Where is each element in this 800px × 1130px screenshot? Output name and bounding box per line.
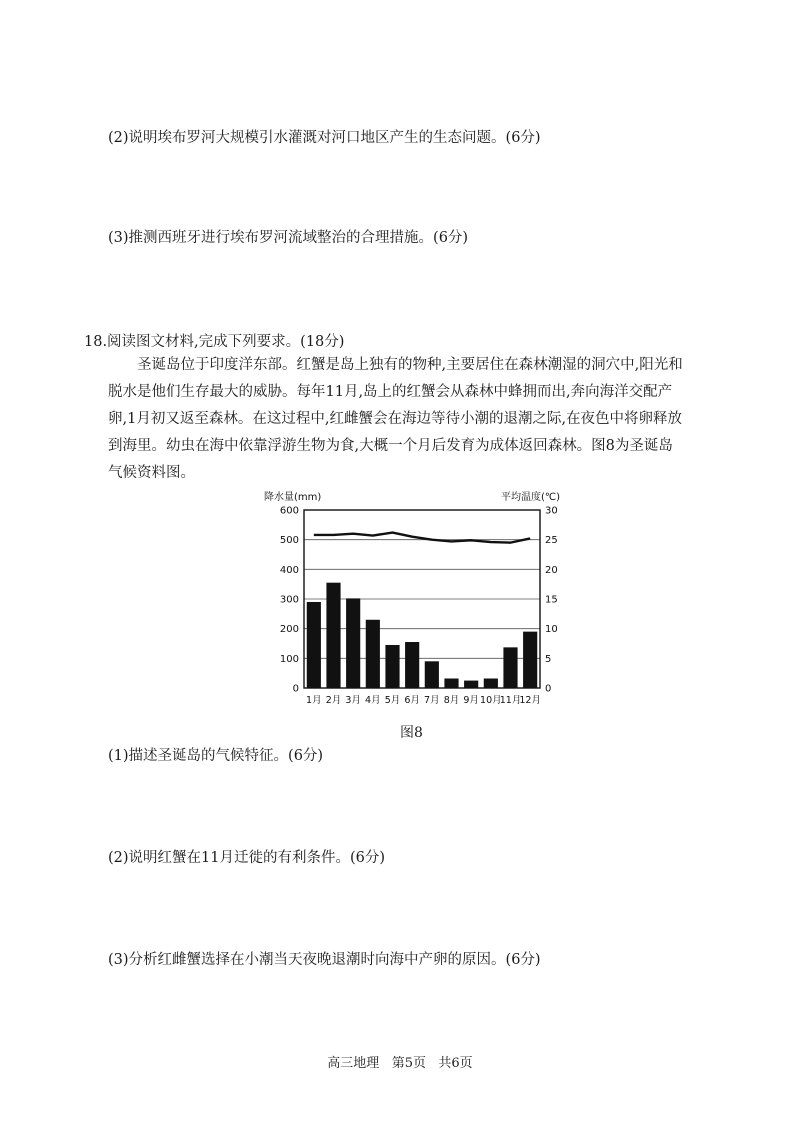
y-tick-right: 0 bbox=[545, 683, 552, 695]
precip-bar bbox=[326, 583, 340, 688]
precip-bar bbox=[366, 620, 380, 688]
precip-bar bbox=[425, 661, 439, 688]
precip-bar bbox=[464, 681, 478, 688]
material-line: 到海里。幼虫在海中依靠浮游生物为食,大概一个月后发育为成体返回森林。图8为圣诞岛 bbox=[108, 438, 673, 454]
question-17-3: (3)推测西班牙进行埃布罗河流域整治的合理措施。(6分) bbox=[108, 230, 469, 246]
material-line: 脱水是他们生存最大的威胁。每年11月,岛上的红蟹会从森林中蜂拥而出,奔向海洋交配产 bbox=[108, 384, 673, 400]
y-tick-right: 30 bbox=[545, 505, 558, 517]
precip-bar bbox=[385, 645, 399, 688]
question-18-1: (1)描述圣诞岛的气候特征。(6分) bbox=[108, 748, 324, 764]
x-tick-label: 7月 bbox=[424, 695, 440, 706]
question-18-3: (3)分析红雌蟹选择在小潮当天夜晚退潮时向海中产卵的原因。(6分) bbox=[108, 952, 541, 968]
y-tick-right: 10 bbox=[545, 624, 558, 636]
x-tick-label: 3月 bbox=[345, 695, 361, 706]
y-axis-label-right: 平均温度(℃) bbox=[500, 492, 560, 503]
precip-bar bbox=[405, 642, 419, 688]
x-tick-label: 4月 bbox=[365, 695, 381, 706]
precip-bar bbox=[444, 679, 458, 688]
question-18-2: (2)说明红蟹在11月迁徙的有利条件。(6分) bbox=[108, 850, 386, 866]
x-tick-label: 11月 bbox=[499, 695, 522, 706]
precip-bar bbox=[346, 598, 360, 688]
material-line: 气候资料图。 bbox=[108, 465, 195, 481]
y-tick-left: 200 bbox=[279, 624, 299, 636]
x-tick-label: 8月 bbox=[443, 695, 460, 706]
y-tick-left: 400 bbox=[279, 564, 299, 576]
footer-total: 共6页 bbox=[438, 1056, 473, 1071]
precip-bar bbox=[484, 679, 498, 688]
temperature-line bbox=[314, 533, 530, 543]
material-line: 圣诞岛位于印度洋东部。红蟹是岛上独有的物种,主要居住在森林潮湿的洞穴中,阳光和 bbox=[137, 357, 683, 373]
y-tick-left: 0 bbox=[292, 683, 299, 695]
x-tick-label: 1月 bbox=[306, 695, 322, 706]
climate-chart bbox=[262, 486, 562, 716]
x-tick-label: 10月 bbox=[480, 695, 502, 706]
y-tick-left: 100 bbox=[279, 653, 299, 665]
y-tick-right: 15 bbox=[545, 594, 558, 606]
figure-caption: 图8 bbox=[400, 725, 423, 741]
precip-bar bbox=[523, 632, 537, 688]
page-footer bbox=[0, 1052, 800, 1071]
precip-bar bbox=[307, 602, 321, 688]
y-tick-right: 5 bbox=[545, 653, 552, 665]
y-tick-left: 600 bbox=[279, 505, 299, 517]
footer-page: 第5页 bbox=[391, 1056, 426, 1071]
x-tick-label: 2月 bbox=[325, 695, 342, 706]
question-18-heading: 18.阅读图文材料,完成下列要求。(18分) bbox=[84, 334, 345, 350]
y-tick-right: 25 bbox=[545, 535, 558, 547]
footer-subject: 高三地理 bbox=[327, 1056, 380, 1071]
question-18-material bbox=[108, 352, 718, 487]
x-tick-label: 12月 bbox=[519, 695, 541, 706]
x-tick-label: 6月 bbox=[404, 695, 420, 706]
x-tick-label: 9月 bbox=[463, 695, 479, 706]
y-tick-left: 300 bbox=[279, 594, 299, 606]
precip-bar bbox=[503, 647, 517, 688]
material-line: 卵,1月初又返至森林。在这过程中,红雌蟹会在海边等待小潮的退潮之际,在夜色中将卵释放 bbox=[108, 411, 683, 427]
y-tick-right: 20 bbox=[545, 564, 558, 576]
y-axis-label-left: 降水量(mm) bbox=[264, 492, 322, 503]
question-17-2: (2)说明埃布罗河大规模引水灌溉对河口地区产生的生态问题。(6分) bbox=[108, 130, 541, 146]
y-tick-left: 500 bbox=[279, 535, 299, 547]
x-tick-label: 5月 bbox=[384, 695, 401, 706]
